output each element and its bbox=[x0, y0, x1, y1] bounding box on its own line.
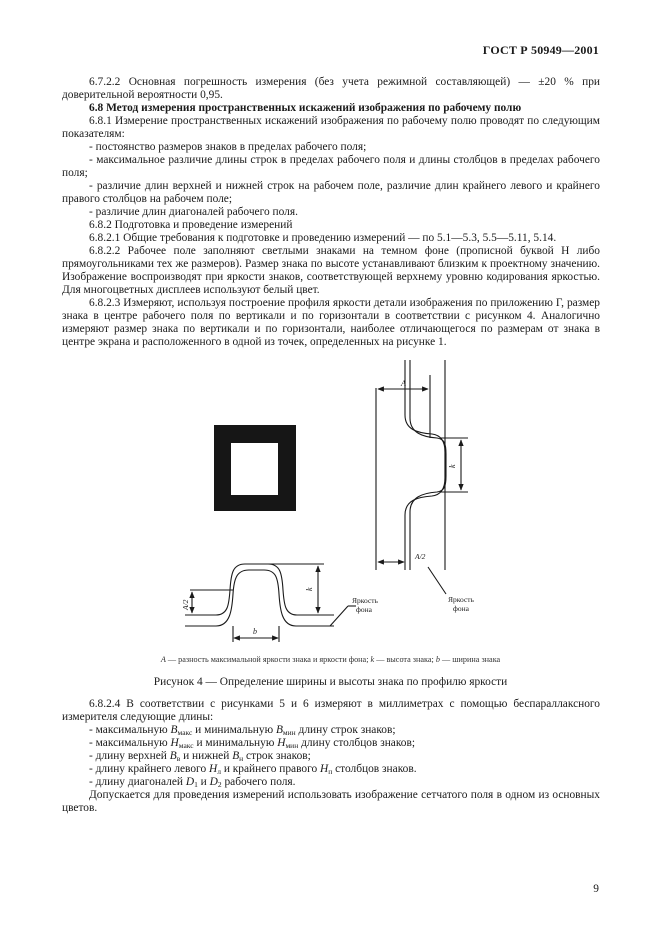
bg-leader-line bbox=[330, 606, 348, 626]
note-text-b: — ширина знака bbox=[439, 655, 501, 664]
list-item: - максимальное различие длины строк в пределах рабочего поля и длины столбцов в пределах рабочего поля; bbox=[62, 154, 600, 179]
list-item: - постоянство размеров знаков в пределах рабочего поля; bbox=[89, 141, 367, 153]
figure-note bbox=[0, 655, 661, 665]
test-sign-square bbox=[214, 425, 296, 511]
paragraph-682: 6.8.2 Подготовка и проведение измерений bbox=[89, 219, 293, 231]
page-number: 9 bbox=[593, 883, 599, 895]
paragraph-6823: 6.8.2.3 Измеряют, используя построение профиля яркости детали изображения по приложению Г, размер знака в центре рабочего поля по вертикали и по горизонтали в соответствии с рисунком 4. Аналогично измеряют размер знака по вертикали и по горизонтали, наиболее отличающегося по размерам от знака в центре экрана и расположенного в одной из точек, определенных на рисунке 1. bbox=[62, 297, 600, 348]
v-bg-leader bbox=[428, 567, 446, 594]
list-item: - различие длин верхней и нижней строк на рабочем поле, различие длин крайнего левого и крайнего правого столбцов на рабочем поле; bbox=[62, 180, 600, 205]
label-background-1: Яркость bbox=[352, 596, 378, 605]
text-block-top bbox=[62, 76, 600, 349]
label-background-v-1: Яркость bbox=[448, 595, 474, 604]
note-text-a: — разность максимальной яркости знака и яркости фона; bbox=[165, 655, 371, 664]
horizontal-profile-curve-inner bbox=[185, 570, 334, 626]
section-heading-68: 6.8 Метод измерения пространственных искажений изображения по рабочему полю bbox=[89, 102, 522, 114]
label-k-horizontal: k bbox=[305, 587, 314, 591]
note-symbol-k: k bbox=[370, 655, 375, 664]
paragraph-681: 6.8.1 Измерение пространственных искажений изображения по рабочему полю проводят по следующим показателям: bbox=[62, 115, 600, 140]
vertical-profile-curve-outer bbox=[405, 360, 445, 570]
list-item: - максимальную $H_{макс}$ и минимальную $H_{мин}$ длину столбцов знаков; bbox=[89, 737, 416, 750]
label-k-vertical: k bbox=[448, 464, 457, 468]
list-item: - длину верхней $B_в$ и нижней $B_н$ строк знаков; bbox=[89, 750, 311, 763]
paragraph-6822: 6.8.2.2 Рабочее поле заполняют светлыми знаками на темном фоне (прописной буквой Н либо прямоугольниками тех же размеров). Размер знака по высоте устанавливают близким к проектному значению. Изображение воспроизводят при яркости знаков, соответствующей верхнему уровню кодирования яркостью. Для многоцветных дисплеев используют белый цвет. bbox=[62, 245, 600, 296]
note-symbol-a: A bbox=[160, 655, 166, 664]
text-block-bottom bbox=[62, 698, 600, 815]
horizontal-profile bbox=[185, 564, 356, 642]
list-item: - длину диагоналей $D_1$ и $D_2$ рабочего поля. bbox=[89, 776, 296, 789]
list-item: - различие длин диагоналей рабочего поля. bbox=[89, 206, 298, 218]
label-a2-vertical: A/2 bbox=[415, 552, 426, 561]
note-text-k: — высота знака; bbox=[374, 655, 436, 664]
figure-caption: Рисунок 4 — Определение ширины и высоты знака по профилю яркости bbox=[153, 676, 508, 688]
standard-header: ГОСТ Р 50949—2001 bbox=[482, 43, 599, 57]
vertical-profile-curve-inner bbox=[410, 360, 446, 570]
paragraph-last: Допускается для проведения измерений использовать изображение сетчатого поля в одном из основных цветов. bbox=[62, 789, 600, 814]
label-background-2: фона bbox=[356, 605, 372, 614]
paragraph-6821: 6.8.2.1 Общие требования к подготовке и проведению измерений — по 5.1—5.3, 5.5—5.11, 5.14. bbox=[89, 232, 557, 244]
note-symbol-b: b bbox=[435, 655, 440, 664]
vertical-profile bbox=[376, 360, 468, 594]
paragraph-6824: 6.8.2.4 В соответствии с рисунками 5 и 6 измеряют в миллиметрах с помощью беспараллаксного измерителя следующие длины: bbox=[62, 698, 600, 723]
list-item: - длину крайнего левого $H_л$ и крайнего правого $H_п$ столбцов знаков. bbox=[89, 763, 417, 776]
paragraph-6722: 6.7.2.2 Основная погрешность измерения (без учета режимной составляющей) — ±20 % при доверительной вероятности 0,95. bbox=[62, 76, 600, 101]
label-background-v-2: фона bbox=[453, 604, 469, 613]
label-a-vertical: A bbox=[401, 379, 406, 388]
horizontal-profile-curve-outer bbox=[185, 564, 334, 615]
list-item: - максимальную $B_{макс}$ и минимальную $B_{мин}$ длину строк знаков; bbox=[89, 724, 396, 737]
label-b: b bbox=[253, 627, 257, 636]
label-a2-horizontal: A/2 bbox=[181, 599, 190, 610]
test-sign-window bbox=[231, 443, 278, 495]
